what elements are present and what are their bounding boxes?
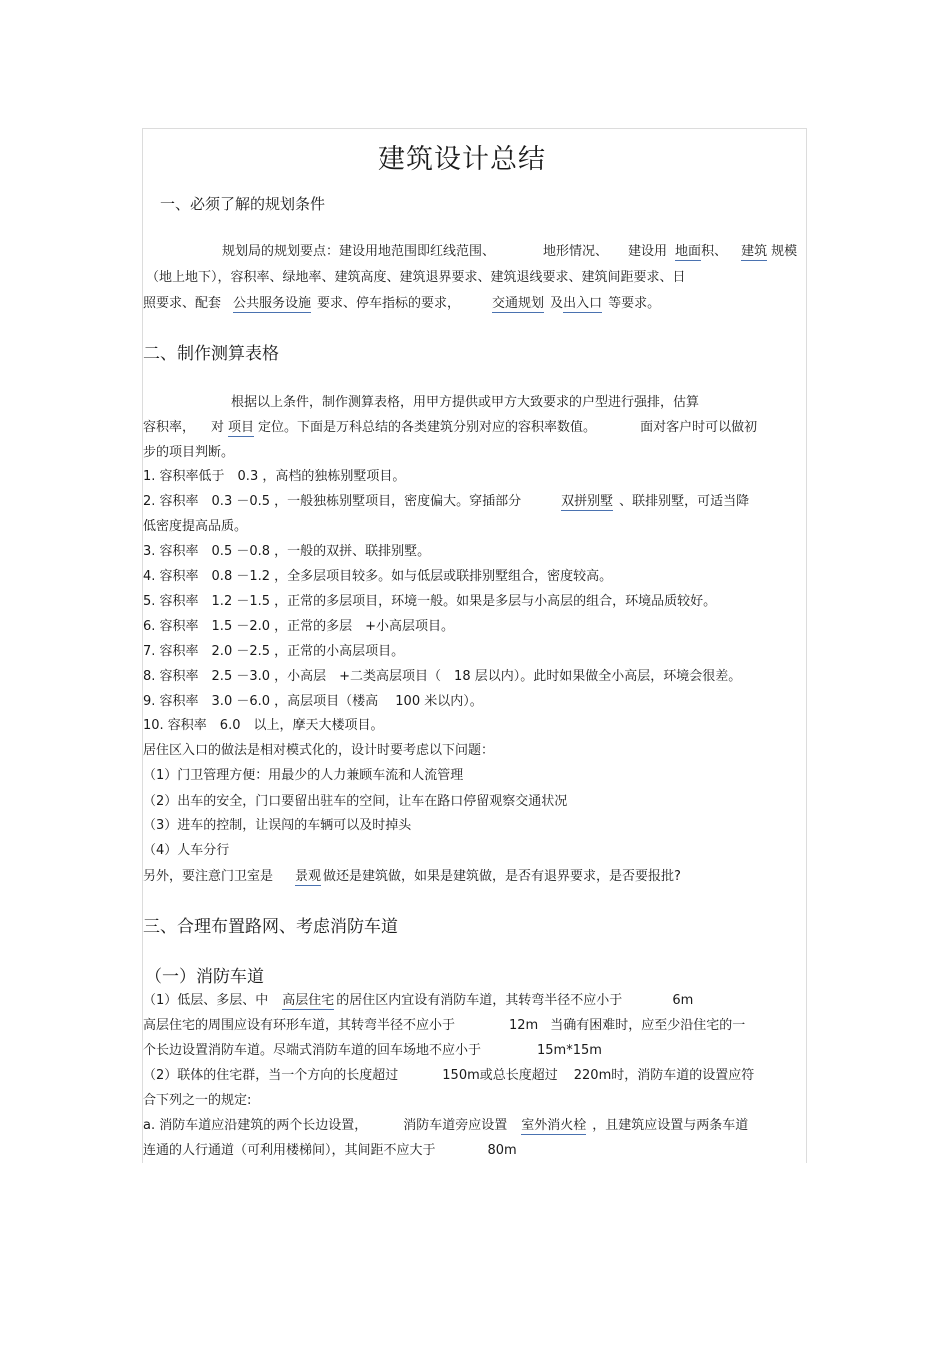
s2-para-line-3: 步的项目判断。 <box>143 445 235 460</box>
fire-line-2-b: 12m <box>509 1018 539 1033</box>
fire-line-7 <box>143 1143 517 1159</box>
fire-line-1-a: （1）低层、多层、中 <box>143 993 269 1008</box>
fire-line-6-b: 消防车道旁应设置 <box>403 1118 508 1133</box>
fire-line-6-d: ，且建筑应设置与两条车道 <box>592 1118 749 1133</box>
s1-line-3-g: 等要求。 <box>608 296 661 311</box>
s1-term-traffic-plan: 交通规划 <box>492 296 545 311</box>
fire-line-3 <box>143 1043 602 1059</box>
entrance-point-3: （3）进车的控制，让误闯的车辆可以及时掉头 <box>143 818 412 833</box>
s1-line-3 <box>143 296 660 312</box>
s1-term-ground: 地面 <box>675 244 702 259</box>
far-item-9: 9. 容积率 3.0 －6.0 ，高层项目（楼高 100 米以内）。 <box>143 694 483 709</box>
fire-line-1 <box>143 993 693 1009</box>
s1-line-1-g: 规模 <box>771 244 798 259</box>
section-2-heading: 二、制作测算表格 <box>143 344 279 364</box>
far-item-3: 3. 容积率 0.5 －0.8 ，一般的双拼、联排别墅。 <box>143 544 431 559</box>
far-item-5: 5. 容积率 1.2 －1.5 ，正常的多层项目，环境一般。如果是多层与小高层的组合，环境品质较好。 <box>143 594 717 609</box>
far-item-7: 7. 容积率 2.0 －2.5 ，正常的小高层项目。 <box>143 644 405 659</box>
section-3-heading: 三、合理布置路网、考虑消防车道 <box>143 917 398 937</box>
fire-line-6-a: a. 消防车道应沿建筑的两个长边设置， <box>143 1118 368 1133</box>
s1-term-entrance: 出入口 <box>563 296 603 311</box>
s2-term-project: 项目 <box>228 420 255 435</box>
s1-line-1-a: 规划局的规划要点：建设用地范围即红线范围、 <box>222 244 496 259</box>
page-frame-right <box>806 128 807 1163</box>
fire-line-6 <box>143 1118 748 1134</box>
far-item-10: 10. 容积率 6.0 以上，摩天大楼项目。 <box>143 718 384 733</box>
subsection-fire-lane: （一）消防车道 <box>145 967 264 987</box>
far-item-2-continued: 低密度提高品质。 <box>143 519 248 534</box>
fire-line-3-a: 个长边设置消防车道。尽端式消防车道的回车场地不应小于 <box>143 1043 482 1058</box>
fire-line-7-a: 连通的人行通道（可利用楼梯间），其间距不应大于 <box>143 1143 436 1158</box>
s1-line-1-b: 地形情况、 <box>543 244 609 259</box>
far-item-8: 8. 容积率 2.5 －3.0 ，小高层 +二类高层项目（ 18 层以内）。此时如果做全小高层，环境会很差。 <box>143 669 742 684</box>
s1-line-3-c: 要求、停车指标的要求， <box>317 296 461 311</box>
fire-line-2-a: 高层住宅的周围应设有环形车道，其转弯半径不应小于 <box>143 1018 456 1033</box>
fire-line-3-b: 15m*15m <box>537 1043 602 1058</box>
fire-line-4 <box>143 1068 754 1084</box>
far-item-2-c: 、联排别墅，可适当降 <box>619 494 750 509</box>
far-item-2-a: 2. 容积率 0.3 －0.5 ，一般独栋别墅项目，密度偏大。穿插部分 <box>143 494 522 509</box>
far-item-6: 6. 容积率 1.5 －2.0 ，正常的多层 +小高层项目。 <box>143 619 455 634</box>
s1-line-3-e: 及 <box>550 296 564 311</box>
s2-para-2-b: 对 <box>211 420 225 435</box>
document-title: 建筑设计总结 <box>378 144 546 175</box>
fire-line-1-c: 的居住区内宜设有消防车道，其转弯半径不应小于 <box>336 993 623 1008</box>
far-item-2 <box>143 494 749 510</box>
s2-para-line-2 <box>143 420 757 436</box>
fire-line-4-a: （2）联体的住宅群，当一个方向的长度超过 <box>143 1068 399 1083</box>
fire-line-4-b: 150m或总长度超过 <box>442 1068 558 1083</box>
entrance-intro: 居住区入口的做法是相对模式化的，设计时要考虑以下问题： <box>143 743 495 758</box>
entrance-note-c: 做还是建筑做，如果是建筑做，是否有退界要求，是否要报批? <box>323 869 681 884</box>
entrance-point-2: （2）出车的安全，门口要留出驻车的空间，让车在路口停留观察交通状况 <box>143 794 568 809</box>
entrance-note <box>143 869 681 885</box>
page-frame-top <box>142 128 806 129</box>
far-item-4: 4. 容积率 0.8 －1.2 ，全多层项目较多。如与低层或联排别墅组合，密度较高。 <box>143 569 613 584</box>
fire-line-1-d: 6m <box>672 993 694 1008</box>
s1-line-3-a: 照要求、配套 <box>143 296 222 311</box>
entrance-note-a: 另外，要注意门卫室是 <box>143 869 274 884</box>
entrance-point-4: （4）人车分行 <box>143 843 230 858</box>
s2-para-2-e: 面对客户时可以做初 <box>640 420 758 435</box>
s1-line-1-c: 建设用 <box>628 244 668 259</box>
fire-line-2 <box>143 1018 745 1034</box>
fire-term-hydrant: 室外消火栓 <box>521 1118 587 1133</box>
s1-line-2: （地上地下），容积率、绿地率、建筑高度、建筑退界要求、建筑退线要求、建筑间距要求、日 <box>146 270 686 285</box>
s1-term-building: 建筑 <box>741 244 768 259</box>
fire-line-4-c: 220m时，消防车道的设置应符 <box>573 1068 755 1083</box>
section-1-heading: 一、必须了解的规划条件 <box>160 195 326 213</box>
s2-para-2-a: 容积率， <box>143 420 196 435</box>
s2-para-line-1: 根据以上条件，制作测算表格，用甲方提供或甲方大致要求的户型进行强排，估算 <box>231 395 700 410</box>
entrance-point-1: （1）门卫管理方便：用最少的人力兼顾车流和人流管理 <box>143 768 464 783</box>
s2-para-2-d: 定位。下面是万科总结的各类建筑分别对应的容积率数值。 <box>258 420 597 435</box>
fire-line-7-b: 80m <box>487 1143 517 1158</box>
far-item-1: 1. 容积率低于 0.3 ，高档的独栋别墅项目。 <box>143 469 406 484</box>
fire-line-5: 合下列之一的规定: <box>143 1093 252 1108</box>
far-term-semi-detached: 双拼别墅 <box>561 494 614 509</box>
s1-line-1 <box>222 244 797 260</box>
entrance-term-landscape: 景观 <box>295 869 322 884</box>
s1-term-public-facilities: 公共服务设施 <box>233 296 312 311</box>
s1-line-1-e: 积、 <box>701 244 728 259</box>
fire-line-2-c: 当确有困难时，应至少沿住宅的一 <box>550 1018 746 1033</box>
fire-term-high-rise: 高层住宅 <box>282 993 335 1008</box>
